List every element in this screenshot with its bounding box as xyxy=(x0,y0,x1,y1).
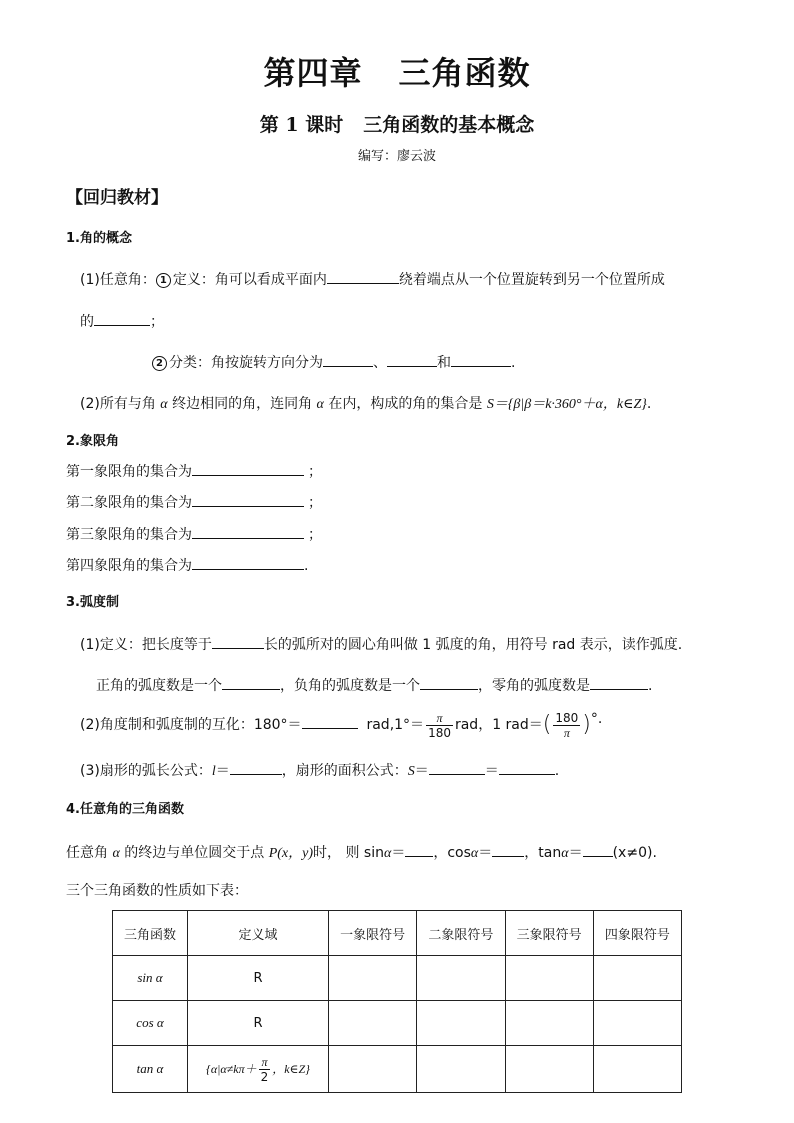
left-paren-icon: ( xyxy=(542,712,552,737)
fill-blank[interactable] xyxy=(327,268,399,284)
sign-cell[interactable] xyxy=(593,1001,681,1046)
s1-l4-end: . xyxy=(646,396,652,412)
fn-cell: tan α xyxy=(113,1046,188,1093)
fill-blank[interactable] xyxy=(583,841,613,857)
s3-l1-text: (1)定义：把长度等于 xyxy=(80,637,212,653)
sign-cell[interactable] xyxy=(329,1046,417,1093)
s3-l1-text2: 长的弧所对的圆心角叫做 1 弧度的角，用符号 rad 表示，读作弧度. xyxy=(263,637,683,653)
fill-blank[interactable] xyxy=(323,351,373,367)
circled-one-icon: 1 xyxy=(156,273,171,288)
fraction-numerator: π xyxy=(259,1055,271,1070)
s3-l3-text2: rad,1°＝ xyxy=(366,717,425,733)
s1-l1-text: 定义：角可以看成平面内 xyxy=(172,272,327,288)
alpha-symbol: α xyxy=(112,846,120,861)
s1-line4 xyxy=(80,393,651,413)
s3-line3 xyxy=(80,704,602,740)
table-intro: 三个三角函数的性质如下表： xyxy=(66,883,248,899)
table-header: 三象限符号 xyxy=(505,911,593,956)
s1-heading: 1.角的概念 xyxy=(66,231,132,246)
fill-blank[interactable] xyxy=(192,523,304,539)
equals-sign: ＝ xyxy=(568,845,583,861)
fraction-denominator: π xyxy=(563,725,570,740)
fn-cell: cos α xyxy=(113,1001,188,1046)
sign-cell[interactable] xyxy=(329,956,417,1001)
quadrant-4-label: 第四象限角的集合为 xyxy=(66,558,192,574)
fill-blank[interactable] xyxy=(192,491,304,507)
fill-blank[interactable] xyxy=(230,759,282,775)
s1-l3-text: 分类：角按旋转方向分为 xyxy=(169,355,323,371)
s1-l3-sep: 、 xyxy=(373,355,387,371)
s1-l1-text2: 绕着端点从一个位置旋转到另一个位置所成 xyxy=(398,272,665,288)
domain-cell: R xyxy=(188,1001,329,1046)
quadrant-2-end: ； xyxy=(308,495,322,511)
lesson-number: 第 1 课时 xyxy=(259,114,344,136)
fill-blank[interactable] xyxy=(222,674,280,690)
quadrant-4-end: . xyxy=(304,558,309,574)
equals-sign: ＝ xyxy=(414,763,429,779)
chapter-number: 第四章 xyxy=(263,54,363,92)
table-row xyxy=(113,956,682,1001)
arc-length-symbol: l xyxy=(211,764,216,779)
table-header: 四象限符号 xyxy=(593,911,681,956)
domain-cell xyxy=(188,1046,329,1093)
quadrant-1-label: 第一象限角的集合为 xyxy=(66,464,192,480)
trig-properties-table xyxy=(112,910,682,1093)
sign-cell[interactable] xyxy=(505,1001,593,1046)
s3-heading: 3.弧度制 xyxy=(66,595,119,610)
quadrant-4-line xyxy=(66,554,308,575)
s3-l2-end: . xyxy=(648,678,653,694)
s4-line1: 任意角 α 的终边与单位圆交于点 P(x，y)时， 则 sinα＝ ，cosα＝ ，tanα＝ (x≠0). xyxy=(66,841,657,862)
lesson-topic: 三角函数的基本概念 xyxy=(363,114,535,136)
s2-heading: 2.象限角 xyxy=(66,434,119,449)
s3-l4-text: (3)扇形的弧长公式： xyxy=(80,763,212,779)
s4-heading: 4.任意角的三角函数 xyxy=(66,802,184,817)
s3-l3-text3: rad，1 rad＝ xyxy=(454,717,543,733)
s1-line2 xyxy=(80,310,164,331)
quadrant-1-end: ； xyxy=(308,464,322,480)
s3-l3-end: °. xyxy=(590,711,603,727)
sign-cell[interactable] xyxy=(417,1046,505,1093)
fn-cell: sin α xyxy=(113,956,188,1001)
s1-l2-end: ； xyxy=(150,314,164,330)
fill-blank[interactable] xyxy=(451,351,511,367)
s3-line4 xyxy=(80,759,559,780)
quadrant-2-label: 第二象限角的集合为 xyxy=(66,495,192,511)
sign-cell[interactable] xyxy=(593,956,681,1001)
s4-l1-text: 任意角 xyxy=(66,845,113,861)
fill-blank[interactable] xyxy=(420,674,478,690)
quadrant-1-line xyxy=(66,460,322,481)
table-header-row xyxy=(113,911,682,956)
fraction-denominator: 180 xyxy=(428,725,451,740)
section-title: 【回归教材】 xyxy=(66,188,168,208)
sign-cell[interactable] xyxy=(417,956,505,1001)
quadrant-2-line xyxy=(66,491,322,512)
equals-sign: ＝ xyxy=(391,845,406,861)
fill-blank[interactable] xyxy=(302,713,358,729)
area-symbol: S xyxy=(407,764,415,779)
table-row xyxy=(113,1046,682,1093)
s4-l1-text3: 时， 则 sin xyxy=(313,845,384,861)
domain-text2: ，k∈Z} xyxy=(272,1061,310,1076)
right-paren-icon: ) xyxy=(582,712,591,737)
sign-cell[interactable] xyxy=(417,1001,505,1046)
table-header: 三角函数 xyxy=(113,911,188,956)
fill-blank[interactable] xyxy=(192,460,304,476)
alpha-symbol: α xyxy=(316,397,324,412)
s4-l1-text5: ，tan xyxy=(524,845,562,861)
domain-cell: R xyxy=(188,956,329,1001)
s1-l4-text: (2)所有与角 xyxy=(80,396,161,412)
s1-line3 xyxy=(152,351,515,372)
s4-l1-end: (x≠0). xyxy=(612,845,657,861)
fill-blank[interactable] xyxy=(94,310,150,326)
fill-blank[interactable] xyxy=(590,674,648,690)
domain-text: {α|α≠kπ＋ xyxy=(206,1061,257,1076)
fill-blank[interactable] xyxy=(192,554,304,570)
quadrant-3-end: ； xyxy=(308,527,322,543)
s3-line1 xyxy=(80,633,682,654)
s1-line1 xyxy=(80,268,665,289)
equals-sign: ＝ xyxy=(478,845,493,861)
s3-l2-text3: ，零角的弧度数是 xyxy=(478,678,590,694)
s4-l1-text4: ，cos xyxy=(433,845,471,861)
coterminal-set-formula: S＝{β|β＝k·360°＋α，k∈Z} xyxy=(486,397,647,412)
fill-blank[interactable] xyxy=(492,841,524,857)
fill-blank[interactable] xyxy=(429,759,485,775)
s3-l2-text: 正角的弧度数是一个 xyxy=(96,678,222,694)
table-header: 二象限符号 xyxy=(417,911,505,956)
s3-l3-text: (2)角度制和弧度制的互化：180°＝ xyxy=(80,717,302,733)
s1-l2-text: 的 xyxy=(80,314,94,330)
quadrant-3-label: 第三象限角的集合为 xyxy=(66,527,192,543)
pi-over-2-fraction xyxy=(259,1055,271,1084)
fill-blank[interactable] xyxy=(387,351,437,367)
chapter-name: 三角函数 xyxy=(398,54,531,92)
s1-l3-end: . xyxy=(511,355,516,371)
sign-cell[interactable] xyxy=(505,1046,593,1093)
fraction-numerator: 180 xyxy=(555,710,579,725)
s3-l4-text2: ，扇形的面积公式： xyxy=(281,763,408,779)
s3-l2-text2: ，负角的弧度数是一个 xyxy=(280,678,420,694)
author-line: 编写：廖云波 xyxy=(357,149,436,164)
s3-l4-end: . xyxy=(554,763,560,779)
fill-blank[interactable] xyxy=(212,633,264,649)
quadrant-3-line xyxy=(66,523,322,544)
180-over-pi-fraction xyxy=(553,711,580,740)
sign-cell[interactable] xyxy=(593,1046,681,1093)
equals-sign: ＝ xyxy=(215,763,230,779)
pi-over-180-fraction xyxy=(426,711,453,740)
s1-l1-label: (1)任意角： xyxy=(80,272,156,288)
table-header: 一象限符号 xyxy=(329,911,417,956)
fraction-numerator: π xyxy=(426,711,453,726)
fraction-denominator: 2 xyxy=(260,1069,269,1084)
s3-line2 xyxy=(96,674,652,695)
circled-two-icon: 2 xyxy=(152,356,167,371)
fill-blank[interactable] xyxy=(405,841,433,857)
sign-cell[interactable] xyxy=(505,956,593,1001)
fill-blank[interactable] xyxy=(499,759,555,775)
s1-l4-text2: 终边相同的角，连同角 xyxy=(167,396,317,412)
s1-l4-text3: 在内，构成的角的集合是 xyxy=(323,396,487,412)
table-row xyxy=(113,1001,682,1046)
s1-l3-and: 和 xyxy=(437,355,451,371)
point-p: P(x，y) xyxy=(268,846,314,861)
sign-cell[interactable] xyxy=(329,1001,417,1046)
alpha-symbol: α xyxy=(160,397,168,412)
table-header: 定义域 xyxy=(188,911,329,956)
equals-sign: ＝ xyxy=(484,763,499,779)
chapter-title xyxy=(0,48,794,94)
s4-l1-text2: 的终边与单位圆交于点 xyxy=(119,845,269,861)
lesson-title xyxy=(0,110,794,137)
